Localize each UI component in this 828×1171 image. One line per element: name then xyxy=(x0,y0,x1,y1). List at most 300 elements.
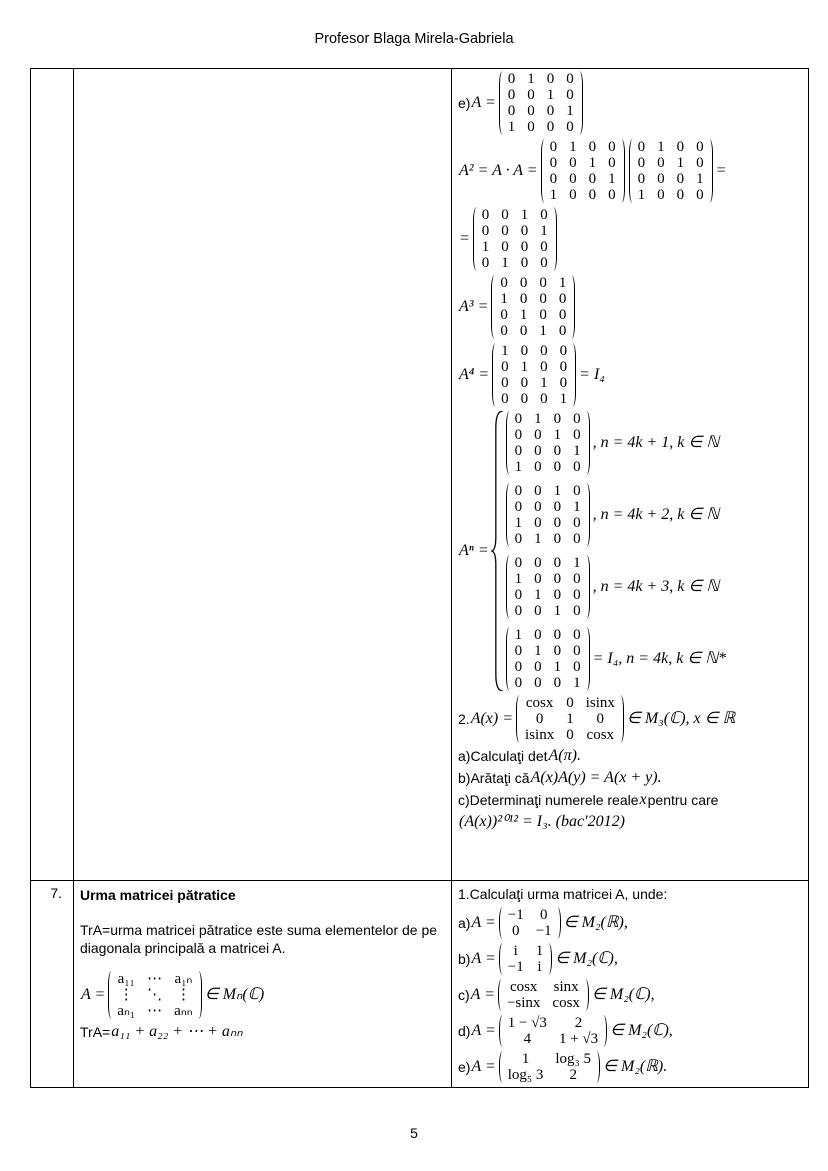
matrix-entry: 0 xyxy=(540,255,548,271)
math-text: , n = 4k + 3, k ∈ ℕ xyxy=(592,578,720,595)
matrix-entry: 1 xyxy=(534,587,542,603)
left-parenthesis xyxy=(108,971,115,1019)
matrix-entry: 0 xyxy=(534,603,542,619)
right-parenthesis xyxy=(545,943,552,975)
matrix-entry: 0 xyxy=(519,323,528,339)
text: e) xyxy=(458,95,471,111)
matrix-entry: 0 xyxy=(481,207,490,223)
math-text: ∈ M₂(ℝ). xyxy=(603,1058,668,1075)
matrix-entry: a₁₁ xyxy=(117,971,135,987)
matrix-entry: 1 xyxy=(540,375,548,391)
matrix-entry: 0 xyxy=(573,571,581,587)
text: d) xyxy=(458,1023,471,1039)
left-parenthesis xyxy=(492,343,499,407)
formula-line xyxy=(458,747,802,765)
math-text: ∈ M₃(ℂ), x ∈ ℝ xyxy=(626,710,736,727)
table-row-7 xyxy=(31,881,809,1088)
matrix-entries xyxy=(115,971,195,1019)
matrix-entry: 0 xyxy=(501,359,509,375)
matrix-entry: 0 xyxy=(534,555,542,571)
matrix-entry: 1 + √3 xyxy=(558,1031,599,1047)
row-number: 7. xyxy=(50,885,62,901)
matrix-entry: 0 xyxy=(514,427,523,443)
math-text: A(x) = xyxy=(470,710,514,727)
formula-line xyxy=(458,207,802,271)
matrix-entry: 0 xyxy=(546,103,555,119)
matrix-entry: 0 xyxy=(553,443,562,459)
left-parenthesis xyxy=(499,1051,506,1083)
matrix-entry: i xyxy=(513,943,518,959)
matrix-entry: 0 xyxy=(481,255,490,271)
right-parenthesis xyxy=(554,907,561,939)
matrix-entry: 0 xyxy=(549,171,558,187)
formula-line xyxy=(458,71,802,135)
formula-line xyxy=(458,1051,802,1083)
matrix-entry: 2 xyxy=(569,1067,577,1083)
case-row xyxy=(504,411,727,475)
matrix xyxy=(108,971,202,1019)
matrix-entries xyxy=(506,907,554,939)
matrix-entry: 0 xyxy=(696,187,704,203)
row-number-cell xyxy=(31,69,74,881)
right-parenthesis xyxy=(569,343,576,407)
matrix-entry: 0 xyxy=(573,587,581,603)
math-text: A = xyxy=(471,914,496,931)
matrix-entry: 0 xyxy=(696,139,704,155)
matrix-entry: 0 xyxy=(549,139,558,155)
math-text: x xyxy=(639,791,647,808)
matrix-entry: 0 xyxy=(569,155,577,171)
left-parenthesis xyxy=(506,483,513,547)
right-parenthesis xyxy=(582,979,589,1011)
matrix-entries xyxy=(499,343,569,407)
matrix-entry: 0 xyxy=(514,675,523,691)
matrix-entry: 0 xyxy=(558,307,567,323)
matrix-entry: 0 xyxy=(676,187,685,203)
matrix-entries xyxy=(506,1015,600,1047)
left-parenthesis xyxy=(506,555,513,619)
text: a) xyxy=(458,915,471,931)
left-parenthesis xyxy=(499,943,506,975)
formula-line xyxy=(458,813,802,831)
matrix-entry: 1 xyxy=(481,239,490,255)
matrix-entry: isinx xyxy=(525,727,555,743)
matrix-entries xyxy=(498,275,568,339)
matrix-entry: 0 xyxy=(546,119,555,135)
right-parenthesis xyxy=(583,411,590,475)
matrix-entry: 1 xyxy=(553,427,562,443)
matrix-entry: 0 xyxy=(534,427,542,443)
case-row xyxy=(504,483,727,547)
matrix xyxy=(506,627,590,691)
matrix-entry: 1 xyxy=(559,391,568,407)
right-parenthesis xyxy=(195,971,202,1019)
case-row xyxy=(504,627,727,691)
matrix-entry: 0 xyxy=(534,515,542,531)
matrix-entry: 0 xyxy=(534,459,542,475)
matrix-entry: 0 xyxy=(566,727,574,743)
matrix-entries xyxy=(506,943,545,975)
matrix-entry: 0 xyxy=(553,643,562,659)
matrix-entry: 0 xyxy=(514,499,523,515)
matrix-entry: 0 xyxy=(500,323,508,339)
formula-line xyxy=(80,971,445,1019)
section-title: Urma matricei pătratice xyxy=(80,887,236,903)
trace-definition: TrA=urma matricei pătratice este suma elementelor de pe diagonala principală a matricei A. xyxy=(80,922,438,956)
math-text: A = xyxy=(471,1058,496,1075)
text: 1.Calculaţi urma matricei A, unde: xyxy=(458,886,668,902)
right-parenthesis xyxy=(550,207,557,271)
matrix-entry: 0 xyxy=(519,291,528,307)
matrix-entry: 0 xyxy=(534,483,542,499)
matrix-entry: a₁ₙ xyxy=(174,971,193,987)
matrix-entry: 0 xyxy=(534,627,542,643)
formula-line xyxy=(458,343,802,407)
exercise-content xyxy=(452,881,808,1083)
content-table xyxy=(30,68,809,1088)
matrix-entry: 0 xyxy=(573,603,581,619)
matrix-entry: 1 xyxy=(507,119,516,135)
matrix xyxy=(629,139,713,203)
math-text: , n = 4k + 1, k ∈ ℕ xyxy=(592,434,720,451)
exercise-content xyxy=(452,69,808,831)
text: 2. xyxy=(458,711,470,727)
math-text: ∈ M₂(ℝ), xyxy=(563,914,628,931)
math-text: A² = A · A = xyxy=(459,162,538,179)
matrix-entry: 0 xyxy=(566,71,574,87)
matrix-entry: 0 xyxy=(540,343,548,359)
matrix-entry: 0 xyxy=(553,459,562,475)
matrix-entry: 0 xyxy=(573,411,581,427)
matrix-entry: 0 xyxy=(527,119,535,135)
text: pentru care xyxy=(647,792,719,808)
matrix-entry: 0 xyxy=(534,659,542,675)
matrix-entry: 1 xyxy=(608,171,616,187)
formula-line xyxy=(458,411,802,691)
matrix-entry: 1 xyxy=(501,255,509,271)
matrix xyxy=(499,907,561,939)
matrix-entry: 0 xyxy=(553,531,562,547)
matrix-entry: 1 xyxy=(569,139,577,155)
matrix-entry: 0 xyxy=(514,555,523,571)
matrix-entry: 0 xyxy=(539,907,548,923)
math-text: ∈ M₂(ℂ), xyxy=(555,950,618,967)
formula-line xyxy=(458,1015,802,1047)
matrix-entry: 0 xyxy=(573,531,581,547)
math-text: ∈ M₂(ℂ), xyxy=(610,1022,673,1039)
matrix-entry: 0 xyxy=(534,443,542,459)
matrix-entry: 0 xyxy=(657,171,665,187)
formula-line xyxy=(458,943,802,975)
matrix-entry: 0 xyxy=(559,359,568,375)
matrix xyxy=(506,555,590,619)
matrix-entry: 1 − √3 xyxy=(507,1015,547,1031)
matrix-entry: i xyxy=(537,959,542,975)
matrix xyxy=(491,275,575,339)
math-text: , n = 4k + 2, k ∈ ℕ xyxy=(592,506,720,523)
matrix-entry: 0 xyxy=(676,171,685,187)
matrix-entry: 0 xyxy=(507,71,516,87)
matrix-entry: isinx xyxy=(585,695,615,711)
text: b) xyxy=(458,951,471,967)
math-text: A³ = xyxy=(459,298,489,315)
matrix-entry: 1 xyxy=(540,223,548,239)
curly-brace xyxy=(490,411,504,691)
matrix xyxy=(499,943,552,975)
matrix xyxy=(499,71,583,135)
left-parenthesis xyxy=(541,139,548,203)
right-parenthesis xyxy=(583,555,590,619)
matrix-entry: 0 xyxy=(637,155,646,171)
matrix-entry: 1 xyxy=(657,139,665,155)
matrix-entry: 0 xyxy=(553,499,562,515)
matrix-entry: 1 xyxy=(558,275,567,291)
matrix-entry: 1 xyxy=(696,171,704,187)
matrix-entry: 0 xyxy=(566,87,574,103)
matrix-entry: 0 xyxy=(540,207,548,223)
matrix-entry: 0 xyxy=(540,359,548,375)
matrix-entry: 1 xyxy=(500,291,508,307)
text: b)Arătaţi că xyxy=(458,770,530,786)
matrix-entry: 0 xyxy=(558,291,567,307)
left-parenthesis xyxy=(629,139,636,203)
math-text: = I₄ xyxy=(579,366,605,383)
matrix-entry: 0 xyxy=(608,187,616,203)
matrix-entry: 0 xyxy=(573,627,581,643)
matrix-entry: 0 xyxy=(553,515,562,531)
matrix-entry: 1 xyxy=(539,323,547,339)
matrix-entries xyxy=(548,139,618,203)
matrix-entry: 0 xyxy=(507,87,516,103)
matrix-entry: −sinx xyxy=(506,995,541,1011)
matrix-entry: 1 xyxy=(566,711,574,727)
matrix-entries xyxy=(513,555,583,619)
matrix-entry: 0 xyxy=(676,139,685,155)
matrix xyxy=(506,411,590,475)
matrix-entry: 4 xyxy=(523,1031,532,1047)
text: c)Determinaţi numerele reale xyxy=(458,792,639,808)
matrix-entries xyxy=(513,483,583,547)
matrix-entries xyxy=(523,695,617,743)
theory-cell xyxy=(74,69,452,881)
piecewise-cases xyxy=(490,411,727,691)
right-parenthesis xyxy=(600,1015,607,1047)
matrix-entries xyxy=(505,979,582,1011)
matrix-entry: 0 xyxy=(553,411,562,427)
math-text: A(x)A(y) = A(x + y). xyxy=(530,769,662,786)
matrix-entry: 0 xyxy=(481,223,490,239)
matrix-entry: 1 xyxy=(546,87,555,103)
matrix-entry: 0 xyxy=(534,499,542,515)
matrix-entry: 0 xyxy=(539,307,547,323)
matrix-entry: 0 xyxy=(573,483,581,499)
matrix-entry: log₃ 5 xyxy=(555,1051,592,1067)
matrix-entry: 0 xyxy=(514,587,523,603)
formula-line xyxy=(458,139,802,203)
formula-line xyxy=(458,885,802,903)
matrix-entry: 0 xyxy=(637,139,646,155)
matrix-entry: 0 xyxy=(534,675,542,691)
text: TrA= xyxy=(80,1024,111,1040)
formula-line xyxy=(458,275,802,339)
matrix-entry: 0 xyxy=(520,223,529,239)
math-text: A = xyxy=(471,1022,496,1039)
math-text: A = xyxy=(471,950,496,967)
row-number-cell xyxy=(31,881,74,1088)
matrix-entry: 0 xyxy=(534,571,542,587)
matrix-entry: 1 xyxy=(573,499,581,515)
matrix-entry: 0 xyxy=(501,223,509,239)
matrix-entry: 0 xyxy=(553,571,562,587)
left-parenthesis xyxy=(499,907,506,939)
math-text: ∈ M₂(ℂ), xyxy=(591,986,655,1003)
matrix-entry: 0 xyxy=(527,103,535,119)
matrix-entry: 0 xyxy=(539,275,547,291)
matrix-entry: 0 xyxy=(553,675,562,691)
matrix-entry: cosx xyxy=(586,727,615,743)
matrix-entry: 1 xyxy=(520,359,529,375)
matrix-entry: 0 xyxy=(520,343,529,359)
math-text: ∈ Mₙ(ℂ) xyxy=(204,986,265,1003)
left-parenthesis xyxy=(498,979,505,1011)
matrix xyxy=(516,695,624,743)
matrix-entry: 0 xyxy=(520,391,529,407)
matrix-entry: 0 xyxy=(514,531,523,547)
matrix-entry: 0 xyxy=(696,155,704,171)
math-text: = xyxy=(459,230,470,247)
matrix-entry: 0 xyxy=(519,275,528,291)
formula-line xyxy=(80,1023,445,1041)
matrix-entry: 0 xyxy=(559,375,568,391)
matrix-entry: 0 xyxy=(637,171,646,187)
left-parenthesis xyxy=(506,411,513,475)
left-parenthesis xyxy=(499,71,506,135)
matrix-entry: −1 xyxy=(507,907,524,923)
theory-cell xyxy=(74,881,452,1088)
matrix-entry: 1 xyxy=(553,603,562,619)
matrix-entry: ⋯ xyxy=(147,1003,163,1019)
matrix-entry: 0 xyxy=(500,307,508,323)
case-row xyxy=(504,555,727,619)
exercises-cell xyxy=(452,881,809,1088)
right-parenthesis xyxy=(617,695,624,743)
trace-formula xyxy=(80,971,445,1041)
matrix-entry: 0 xyxy=(566,695,574,711)
formula-line xyxy=(458,791,802,809)
matrix-entry: ⋮ xyxy=(118,987,134,1003)
matrix-entry: 0 xyxy=(511,923,520,939)
matrix-entry: 0 xyxy=(569,187,577,203)
right-parenthesis xyxy=(576,71,583,135)
matrix-entry: 0 xyxy=(549,155,558,171)
matrix-entry: 0 xyxy=(539,291,547,307)
math-text: Aⁿ = xyxy=(459,542,489,559)
matrix-entry: 0 xyxy=(573,459,581,475)
math-text: A(π). xyxy=(548,747,581,764)
matrix-entry: 0 xyxy=(514,643,523,659)
matrix-entry: 1 xyxy=(637,187,646,203)
matrix-entry: 1 xyxy=(534,531,542,547)
left-parenthesis xyxy=(499,1015,506,1047)
matrix-entry: 0 xyxy=(546,71,555,87)
matrix-entry: 1 xyxy=(520,207,529,223)
matrix-entry: 0 xyxy=(573,643,581,659)
matrix-entry: 1 xyxy=(553,659,562,675)
matrix-entry: 0 xyxy=(608,139,616,155)
math-text: A = xyxy=(471,94,496,111)
matrix-entry: ⋱ xyxy=(147,987,163,1003)
math-text: A = xyxy=(470,986,495,1003)
matrix-entry: −1 xyxy=(507,959,524,975)
matrix-entry: 1 xyxy=(519,307,528,323)
page-header: Profesor Blaga Mirela-Gabriela xyxy=(314,31,514,47)
row-number xyxy=(31,69,68,73)
matrix xyxy=(499,1051,600,1083)
matrix-entry: 1 xyxy=(573,555,581,571)
matrix-entry: 0 xyxy=(596,711,605,727)
matrix-entry: 0 xyxy=(514,483,523,499)
matrix xyxy=(473,207,557,271)
theory-text xyxy=(74,69,451,71)
matrix-entry: 0 xyxy=(507,103,516,119)
matrix-entries xyxy=(506,1051,593,1083)
matrix-entry: 0 xyxy=(514,603,523,619)
matrix-entry: 0 xyxy=(559,343,568,359)
matrix-entry: 0 xyxy=(514,443,523,459)
right-parenthesis xyxy=(593,1051,600,1083)
matrix-entry: 0 xyxy=(588,139,597,155)
matrix-entry: −1 xyxy=(535,923,552,939)
math-text: (A(x))²⁰¹² = I₃. (bac′2012) xyxy=(459,813,625,830)
matrix-entry: 1 xyxy=(566,103,574,119)
table-row-6 xyxy=(31,69,809,881)
matrix-entry: 0 xyxy=(553,587,562,603)
matrix-entry: 1 xyxy=(535,943,544,959)
matrix-entries xyxy=(513,411,583,475)
matrix-entry: 0 xyxy=(573,427,581,443)
matrix-entry: 0 xyxy=(588,187,597,203)
math-text: A = xyxy=(81,986,106,1003)
matrix-entry: 0 xyxy=(588,171,597,187)
matrix-entry: cosx xyxy=(525,695,554,711)
matrix xyxy=(499,1015,607,1047)
matrix-entry: 0 xyxy=(569,171,577,187)
right-parenthesis xyxy=(618,139,625,203)
matrix-entry: 0 xyxy=(540,239,548,255)
matrix xyxy=(492,343,576,407)
text: c) xyxy=(458,987,470,1003)
matrix-entry: log₅ 3 xyxy=(507,1067,544,1083)
math-text: = I₄, n = 4k, k ∈ ℕ* xyxy=(592,650,727,667)
page-number: 5 xyxy=(410,1125,418,1141)
matrix-entry: 1 xyxy=(534,643,542,659)
matrix-entry: aₙ₁ xyxy=(117,1003,136,1019)
matrix-entry: 0 xyxy=(520,255,529,271)
matrix-entry: 0 xyxy=(553,555,562,571)
matrix-entry: ⋮ xyxy=(175,987,191,1003)
matrix-entry: 1 xyxy=(501,343,509,359)
matrix-entry: 0 xyxy=(501,391,509,407)
matrix-entry: 1 xyxy=(549,187,558,203)
matrix-entry: sinx xyxy=(553,979,579,995)
matrix-entry: 0 xyxy=(500,275,508,291)
right-parenthesis xyxy=(706,139,713,203)
matrix-entry: ⋯ xyxy=(147,971,163,987)
matrix-entry: 0 xyxy=(558,323,567,339)
text: e) xyxy=(458,1059,471,1075)
formula-line xyxy=(458,979,802,1011)
matrix-entry: 0 xyxy=(566,119,574,135)
